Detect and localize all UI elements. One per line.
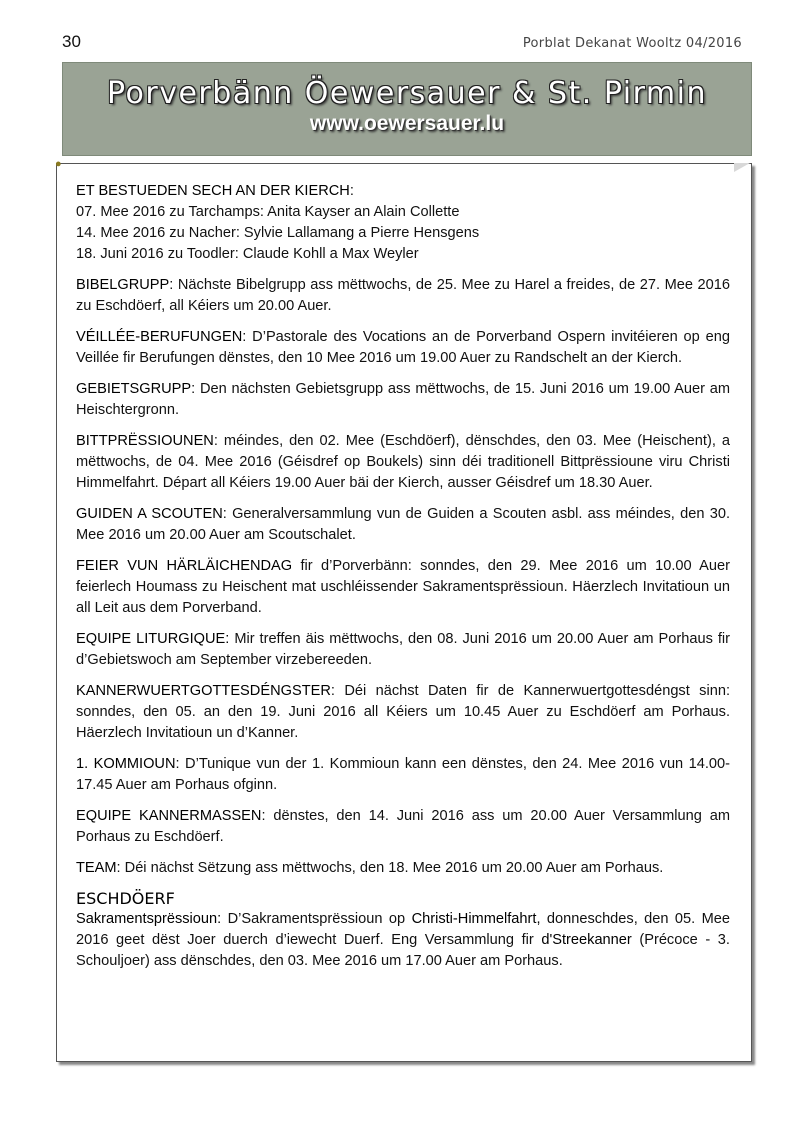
announcement-text: Nächste Bibelgrupp ass mëttwochs, de 25. Mee zu Harel a freides, de 27. Mee 2016 zu Eschdöerf, all Kéiers um 20.00 Auer.	[76, 277, 730, 314]
announcement-text: D’Pastorale des Vocations an de Porverband Ospern invitéieren op eng Veillée fir Berufungen dënstes, den 10 Mee 2016 um 19.00 Auer zu Randschelt an der Kierch.	[76, 329, 730, 366]
weddings-section: ET BESTUEDEN SECH AN DER KIERCH: 07. Mee 2016 zu Tarchamps: Anita Kayser an Alain Collette 14. Mee 2016 zu Nacher: Sylvie Lallamang a Pierre Hensgens 18. Juni 2016 zu Toodler: Claude Kohll a Max Weyler	[76, 181, 730, 265]
announcement-keyword: TEAM	[76, 860, 117, 876]
announcement-keyword: FEIER VUN HÄRLÄICHENDAG	[76, 558, 293, 574]
announcement-gebietsgrupp: GEBIETSGRUPP: Den nächsten Gebietsgrupp ass mëttwochs, de 15. Juni 2016 um 19.00 Auer am Heischtergronn.	[76, 381, 730, 418]
announcements	[76, 181, 730, 982]
announcement-keyword: KANNERWUERTGOTTESDÉNGSTER	[76, 683, 331, 699]
announcement-text: fir d’Porverbänn: sonndes, den 29. Mee 2016 um 10.00 Auer feierlech Houmass zu Heischent mat uschléissender Sakramentsprëssioun. Häerzlech Invitatioun un all Leit aus dem Porverband.	[76, 558, 731, 616]
announcement-keyword: d'Streekanner	[541, 932, 632, 948]
page-number: 30	[62, 32, 81, 51]
publication-header: Porblat Dekanat Wooltz 04/2016	[522, 36, 742, 51]
announcement-equipe-kannermassen: EQUIPE KANNERMASSEN: dënstes, den 14. Juni 2016 ass um 20.00 Auer Versammlung am Porhaus zu Eschdöerf.	[76, 808, 731, 845]
banner-title: Porverbänn Öewersauer & St. Pirmin	[107, 76, 707, 111]
announcement-veillee: VÉILLÉE-BERUFUNGEN: D’Pastorale des Vocations an de Porverband Ospern invitéieren op eng Veillée fir Berufungen dënstes, den 10 Mee 2016 um 19.00 Auer zu Randschelt an der Kierch.	[76, 329, 730, 366]
page-curl-icon	[734, 163, 750, 172]
announcement-kommioun: 1. KOMMIOUN: D’Tunique vun der 1. Kommioun kann een dënstes, den 24. Mee 2016 vun 14.00-17.45 Auer am Porhaus ofginn.	[76, 756, 731, 793]
announcement-keyword: EQUIPE LITURGIQUE:	[76, 631, 230, 647]
banner	[62, 62, 752, 156]
announcement-text: dënstes, den 14. Juni 2016 ass um 20.00 Auer Versammlung am Porhaus zu Eschdöerf.	[76, 808, 731, 845]
announcement-keyword: 1. KOMMIOUN	[76, 756, 176, 772]
announcement-keyword: Sakramentsprëssioun:	[76, 911, 222, 927]
announcement-guiden-scouten: GUIDEN A SCOUTEN: Generalversammlung vun de Guiden a Scouten asbl. ass méindes, den 30. Mee 2016 um 20.00 Auer am Scoutschalet.	[76, 506, 731, 543]
announcement-keyword: GEBIETSGRUPP	[76, 381, 192, 397]
announcement-text: Generalversammlung vun de Guiden a Scouten asbl. ass méindes, den 30. Mee 2016 um 20.00 Auer am Scoutschalet.	[76, 506, 731, 543]
announcement-kannerwuertgottesdengster: KANNERWUERTGOTTESDÉNGSTER: Déi nächst Daten fir de Kannerwuertgottesdéngst sinn: sonndes, den 05. an den 19. Juni 2016 all Kéiers um 10.45 Auer zu Eschdöerf am Porhaus. Häerzlech Invitatioun un d’Kanner.	[76, 683, 730, 741]
wedding-line: 14. Mee 2016 zu Nacher: Sylvie Lallamang a Pierre Hensgens	[76, 225, 480, 241]
banner-url[interactable]: www.oewersauer.lu	[309, 112, 505, 135]
announcement-keyword: BIBELGRUPP	[76, 277, 170, 293]
announcement-keyword: GUIDEN A SCOUTEN	[76, 506, 223, 522]
section-heading-eschdoerf: ESCHDÖERF	[76, 889, 175, 908]
announcement-keyword: VÉILLÉE-BERUFUNGEN	[76, 329, 243, 345]
announcement-text: méindes, den 02. Mee (Eschdöerf), dënschdes, den 03. Mee (Heischent), a mëttwochs, de 04. Mee 2016 (Géisdref op Boukels) sinn déi traditionell Bittprëssioune viru Christi Himmelfahrt. Départ all Kéiers 19.00 Auer bäi der Kierch, ausser Géisdref um 18.30 Auer.	[76, 433, 730, 491]
announcement-text: Mir treffen äis mëttwochs, den 08. Juni 2016 um 20.00 Auer am Porhaus fir d’Gebietswoch am September virzebereeden.	[76, 631, 730, 668]
announcement-text: Den nächsten Gebietsgrupp ass mëttwochs, de 15. Juni 2016 um 19.00 Auer am Heischtergronn.	[76, 381, 730, 418]
announcement-text: D’Tunique vun der 1. Kommioun kann een dënstes, den 24. Mee 2016 vun 14.00-17.45 Auer am Porhaus ofginn.	[76, 756, 731, 793]
announcement-bibelgrupp: BIBELGRUPP: Nächste Bibelgrupp ass mëttwochs, de 25. Mee zu Harel a freides, de 27. Mee 2016 zu Eschdöerf, all Kéiers um 20.00 Auer.	[76, 277, 730, 314]
announcement-keyword: Christi-Himmelfahrt	[411, 911, 537, 927]
announcement-keyword: BITTPRËSSIOUNEN	[76, 433, 214, 449]
announcement-text: Déi nächst Daten fir de Kannerwuertgottesdéngst sinn: sonndes, den 05. an den 19. Juni 2016 all Kéiers um 10.45 Auer zu Eschdöerf am Porhaus. Häerzlech Invitatioun un d’Kanner.	[76, 683, 730, 741]
announcement-equipe-liturgique	[76, 629, 730, 671]
weddings-heading: ET BESTUEDEN SECH AN DER KIERCH	[76, 183, 350, 199]
announcement-keyword: EQUIPE KANNERMASSEN	[76, 808, 262, 824]
pin-icon: ●	[55, 158, 62, 170]
announcement-team: TEAM: Déi nächst Sëtzung ass mëttwochs, den 18. Mee 2016 um 20.00 Auer am Porhaus.	[76, 860, 664, 876]
announcement-harlaichendag	[76, 556, 730, 619]
announcement-bittpressiounen: BITTPRËSSIOUNEN: méindes, den 02. Mee (Eschdöerf), dënschdes, den 03. Mee (Heischent), a mëttwochs, de 04. Mee 2016 (Géisdref op Boukels) sinn déi traditionell Bittprëssioune viru Christi Himmelfahrt. Départ all Kéiers 19.00 Auer bäi der Kierch, ausser Géisdref um 18.30 Auer.	[76, 433, 730, 491]
wedding-line: 07. Mee 2016 zu Tarchamps: Anita Kayser an Alain Collette	[76, 204, 460, 220]
wedding-line: 18. Juni 2016 zu Toodler: Claude Kohll a Max Weyler	[76, 246, 419, 262]
announcement-eschdoerf: Sakramentsprëssioun: D’Sakramentsprëssioun op Christi-Himmelfahrt, donneschdes, den 05. Mee 2016 geet dëst Joer duerch d’iewecht Duerf. Eng Versammlung fir d'Streekanner (Précoce - 3. Schouljoer) ass dënschdes, den 03. Mee 2016 um 17.00 Auer am Porhaus.	[76, 911, 730, 969]
announcement-text: Déi nächst Sëtzung ass mëttwochs, den 18. Mee 2016 um 20.00 Auer am Porhaus.	[124, 860, 664, 876]
